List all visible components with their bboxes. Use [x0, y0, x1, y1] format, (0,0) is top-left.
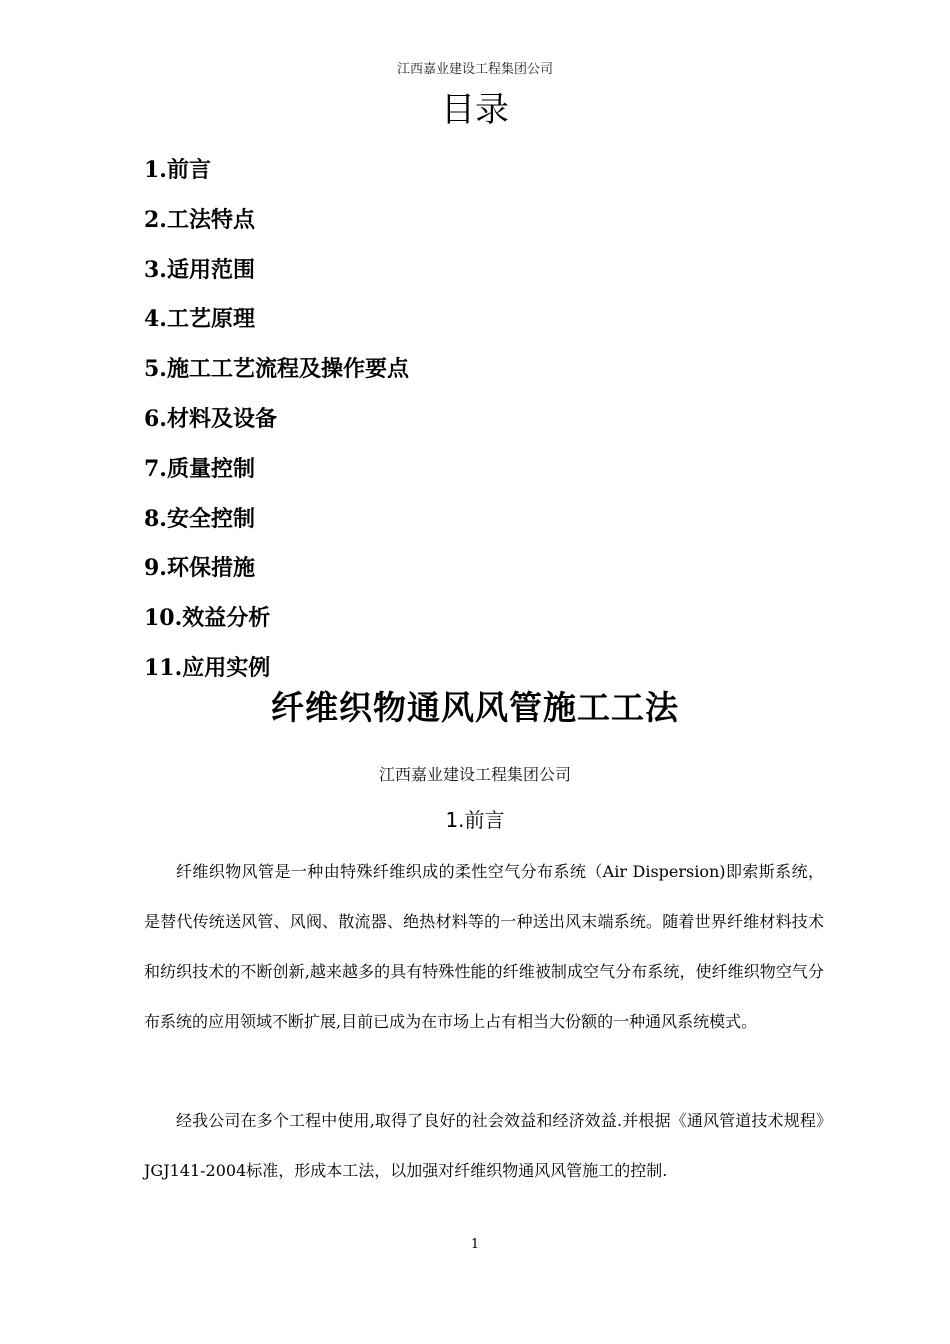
section-heading: 1.前言: [445, 808, 505, 832]
page-number: 1: [470, 1237, 480, 1252]
toc-item-preface: 1.前言: [144, 157, 211, 183]
toc-item-examples: 11.应用实例: [144, 654, 271, 681]
toc-item-process: 5.施工工艺流程及操作要点: [144, 356, 409, 383]
body-paragraph: 纤维织物风管是一种由特殊纤维织成的柔性空气分布系统（Air Dispersion)即索斯系统，是替代传统送风管、风阀、散流器、绝热材料等的一种送出风末端系统。随着世界纤维材料技术和纺织技术的不断创新,越来越多的具有特殊性能的纤维被制成空气分布系统，使纤维织物空气分布系统的应用领域不断扩展,目前已成为在市场上占有相当大份额的一种通风系统模式。: [144, 862, 824, 1031]
toc-item-environment: 9.环保措施: [144, 555, 255, 582]
toc-item-materials: 6.材料及设备: [144, 405, 277, 432]
page-header: 江西嘉业建设工程集团公司: [396, 62, 553, 77]
toc-item-safety: 8.安全控制: [144, 505, 255, 532]
table-of-contents: [144, 150, 844, 698]
company-name: 江西嘉业建设工程集团公司: [378, 765, 571, 784]
toc-item-features: 2.工法特点: [144, 206, 255, 233]
toc-title: 目录: [441, 90, 509, 130]
toc-item-benefits: 10.效益分析: [144, 605, 271, 632]
toc-item-quality: 7.质量控制: [144, 455, 255, 482]
toc-item-principle: 4.工艺原理: [144, 306, 255, 333]
document-title: 纤维织物通风风管施工工法: [271, 688, 679, 727]
body-paragraph: 经我公司在多个工程中使用,取得了良好的社会效益和经济效益.并根据《通风管道技术规程》JGJ141-2004标准，形成本工法，以加强对纤维织物通风风管施工的控制.: [144, 1111, 824, 1180]
toc-item-scope: 3.适用范围: [144, 256, 255, 283]
